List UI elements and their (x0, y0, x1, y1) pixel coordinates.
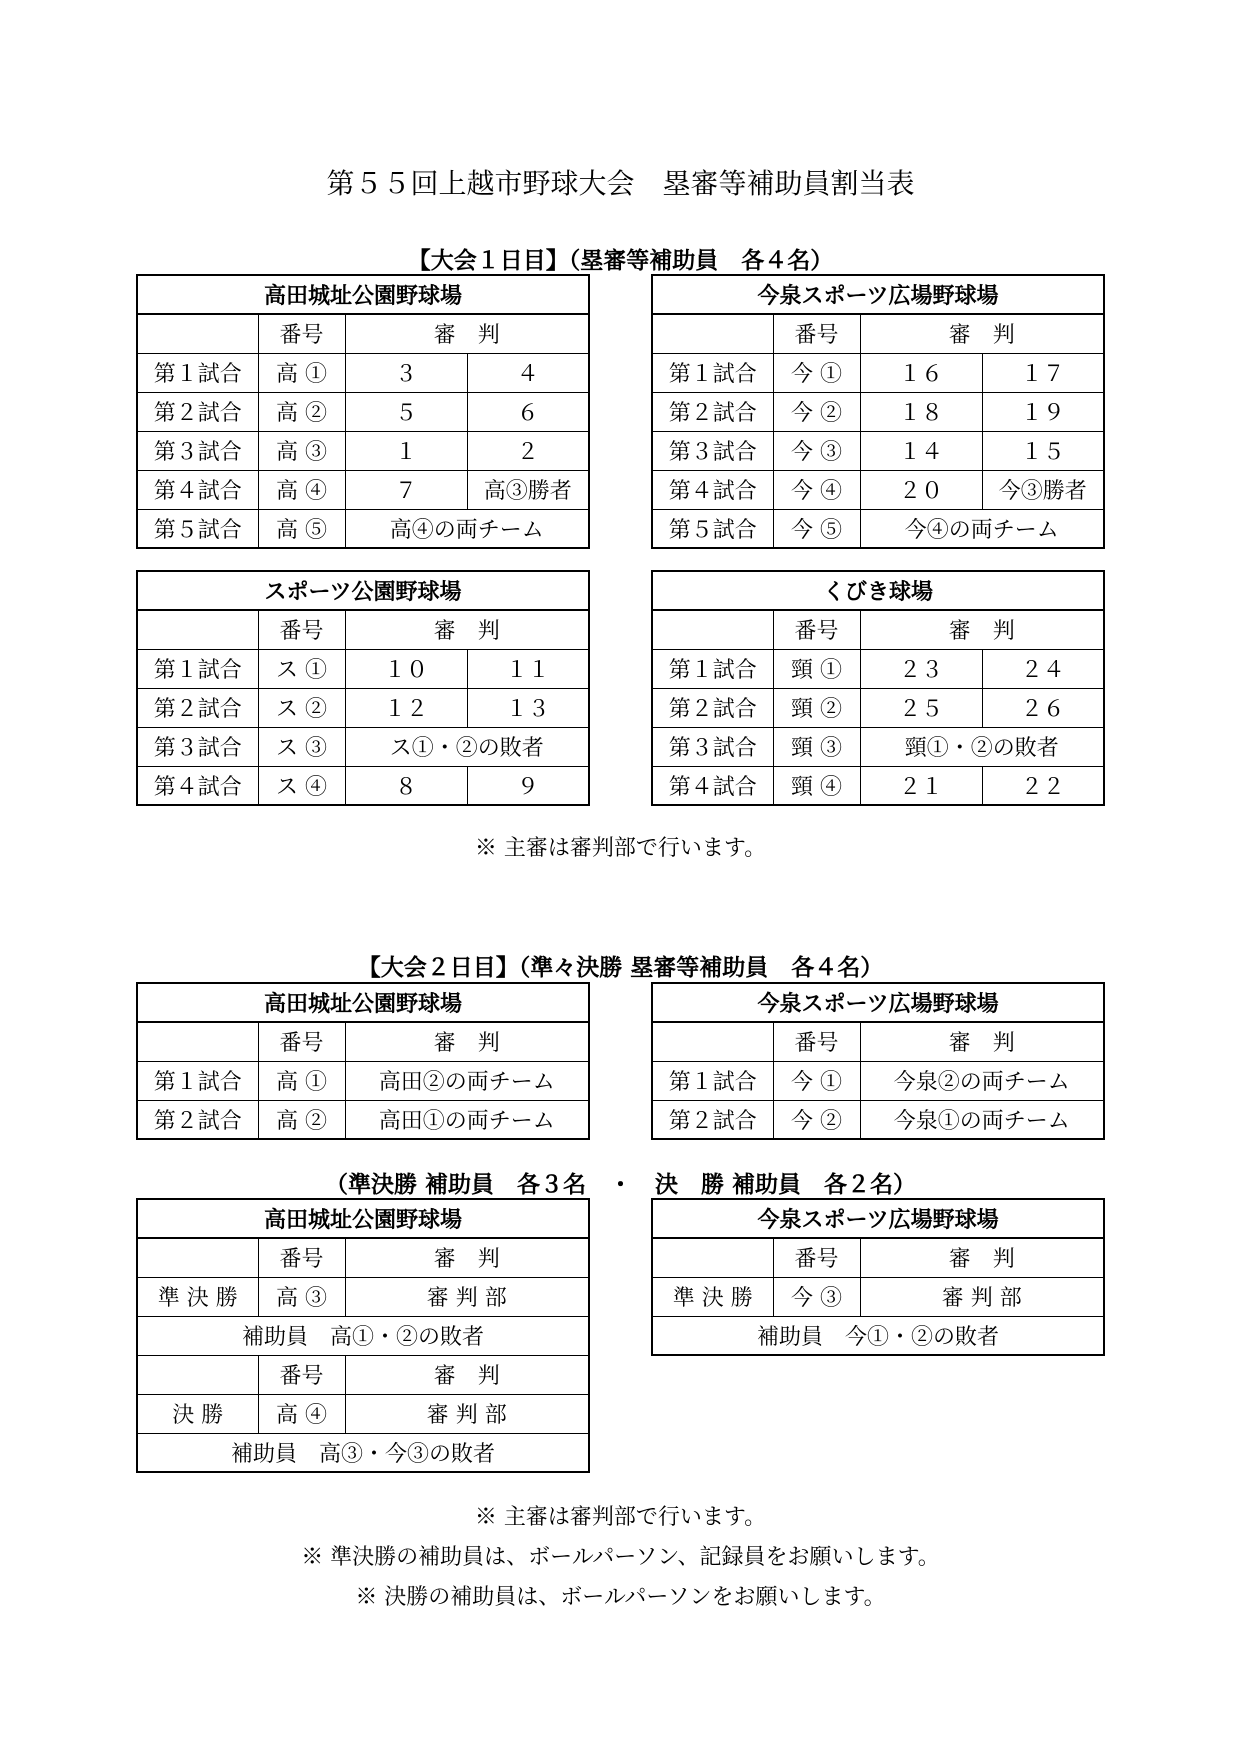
game-number: 高 ② (258, 1100, 345, 1139)
umpire-1: １４ (860, 431, 982, 470)
umpire-1: １２ (345, 688, 467, 727)
game-number: 高 ③ (258, 431, 345, 470)
day2-heading: 【大会２日目】（準々決勝 塁審等補助員 各４名） (357, 954, 884, 981)
game-number: 頸 ③ (773, 727, 860, 766)
venue-title: 高田城址公園野球場 (137, 1199, 589, 1238)
umpire-2: １９ (982, 392, 1104, 431)
day2-table-imaizumi (651, 982, 1105, 1140)
game-number: 頸 ④ (773, 766, 860, 805)
header-number: 番号 (773, 610, 860, 649)
day1-heading: 【大会１日目】（塁審等補助員 各４名） (407, 247, 834, 274)
header-number: 番号 (258, 1238, 345, 1277)
header-blank (652, 1022, 773, 1061)
game-number: 高 ② (258, 392, 345, 431)
umpire-1: ２１ (860, 766, 982, 805)
venue-title: 今泉スポーツ広場野球場 (652, 275, 1104, 314)
game-number: 高 ① (258, 1061, 345, 1100)
umpire-1: ７ (345, 470, 467, 509)
umpire-1: １８ (860, 392, 982, 431)
header-umpire: 審 判 (345, 1238, 589, 1277)
game-number: ス ② (258, 688, 345, 727)
game-number: 今 ① (773, 1061, 860, 1100)
umpire-span: 高田②の両チーム (345, 1061, 589, 1100)
umpire-2: ２２ (982, 766, 1104, 805)
game-number: 高 ④ (258, 470, 345, 509)
header-umpire: 審 判 (860, 1022, 1104, 1061)
game-number: 今 ③ (773, 431, 860, 470)
header-number: 番号 (773, 1238, 860, 1277)
umpire-1: ２０ (860, 470, 982, 509)
game-number: 高 ① (258, 353, 345, 392)
umpire-span: 高④の両チーム (345, 509, 589, 548)
game-number: 今 ② (773, 1100, 860, 1139)
umpire-span: 審 判 部 (345, 1277, 589, 1316)
header-blank (137, 314, 258, 353)
game-label: 第４試合 (652, 766, 773, 805)
header-blank (137, 1022, 258, 1061)
header-number: 番号 (773, 314, 860, 353)
game-label: 第１試合 (652, 1061, 773, 1100)
header-blank (652, 610, 773, 649)
umpire-1: ２５ (860, 688, 982, 727)
umpire-2: ６ (467, 392, 589, 431)
day2-note-1: ※ 主審は審判部で行います。 (474, 1505, 767, 1530)
semifinal-helper: 補助員 今①・②の敗者 (652, 1316, 1104, 1355)
venue-title: 高田城址公園野球場 (137, 983, 589, 1022)
game-label: 第４試合 (137, 766, 258, 805)
header-number: 番号 (258, 1355, 345, 1394)
game-label: 第５試合 (652, 509, 773, 548)
header-umpire: 審 判 (345, 314, 589, 353)
game-label: 第３試合 (652, 431, 773, 470)
umpire-2: ４ (467, 353, 589, 392)
venue-title: 今泉スポーツ広場野球場 (652, 983, 1104, 1022)
venue-title: スポーツ公園野球場 (137, 571, 589, 610)
umpire-1: １０ (345, 649, 467, 688)
day2-note-3: ※ 決勝の補助員は、ボールパーソンをお願いします。 (355, 1585, 886, 1610)
umpire-span: 審 判 部 (860, 1277, 1104, 1316)
final-label: 決 勝 (137, 1394, 258, 1433)
semifinal-helper: 補助員 高①・②の敗者 (137, 1316, 589, 1355)
umpire-1: ５ (345, 392, 467, 431)
umpire-2: ２６ (982, 688, 1104, 727)
game-number: 高 ④ (258, 1394, 345, 1433)
semifinal-table-imaizumi (651, 1198, 1105, 1356)
header-blank (652, 314, 773, 353)
umpire-1: １６ (860, 353, 982, 392)
header-umpire: 審 判 (860, 610, 1104, 649)
umpire-span: ス①・②の敗者 (345, 727, 589, 766)
game-label: 第４試合 (652, 470, 773, 509)
umpire-span: 今④の両チーム (860, 509, 1104, 548)
umpire-span: 今泉②の両チーム (860, 1061, 1104, 1100)
game-label: 第２試合 (137, 688, 258, 727)
game-label: 第１試合 (137, 649, 258, 688)
umpire-2: １３ (467, 688, 589, 727)
game-number: 高 ③ (258, 1277, 345, 1316)
umpire-1: １ (345, 431, 467, 470)
game-label: 第１試合 (652, 649, 773, 688)
game-number: 今 ③ (773, 1277, 860, 1316)
header-blank (137, 1238, 258, 1277)
game-label: 第２試合 (652, 688, 773, 727)
game-number: 頸 ① (773, 649, 860, 688)
umpire-2: １５ (982, 431, 1104, 470)
game-number: 今 ④ (773, 470, 860, 509)
day1-table-imaizumi (651, 274, 1105, 549)
day1-note: ※ 主審は審判部で行います。 (474, 836, 767, 861)
game-label: 第１試合 (652, 353, 773, 392)
umpire-2: 高③勝者 (467, 470, 589, 509)
semifinal-label: 準 決 勝 (137, 1277, 258, 1316)
final-helper: 補助員 高③・今③の敗者 (137, 1433, 589, 1472)
game-label: 第２試合 (137, 392, 258, 431)
header-umpire: 審 判 (860, 314, 1104, 353)
game-number: ス ③ (258, 727, 345, 766)
day2-table-takada (136, 982, 590, 1140)
game-label: 第４試合 (137, 470, 258, 509)
day1-table-sports-park (136, 570, 590, 806)
umpire-2: ２ (467, 431, 589, 470)
umpire-span: 今泉①の両チーム (860, 1100, 1104, 1139)
game-label: 第２試合 (652, 1100, 773, 1139)
day1-table-takada (136, 274, 590, 549)
umpire-span: 高田①の両チーム (345, 1100, 589, 1139)
game-label: 第５試合 (137, 509, 258, 548)
umpire-1: ３ (345, 353, 467, 392)
game-label: 第３試合 (652, 727, 773, 766)
umpire-span: 頸①・②の敗者 (860, 727, 1104, 766)
umpire-2: １７ (982, 353, 1104, 392)
header-blank (137, 610, 258, 649)
umpire-2: ９ (467, 766, 589, 805)
header-number: 番号 (773, 1022, 860, 1061)
game-number: 今 ② (773, 392, 860, 431)
umpire-1: ２３ (860, 649, 982, 688)
semifinal-label: 準 決 勝 (652, 1277, 773, 1316)
venue-title: 高田城址公園野球場 (137, 275, 589, 314)
game-label: 第２試合 (652, 392, 773, 431)
day2-note-2: ※ 準決勝の補助員は、ボールパーソン、記録員をお願いします。 (301, 1545, 940, 1570)
day1-table-kubiki (651, 570, 1105, 806)
venue-title: くびき球場 (652, 571, 1104, 610)
umpire-2: 今③勝者 (982, 470, 1104, 509)
page-title: 第５５回上越市野球大会 塁審等補助員割当表 (326, 167, 915, 200)
game-number: 高 ⑤ (258, 509, 345, 548)
umpire-2: １１ (467, 649, 589, 688)
umpire-2: ２４ (982, 649, 1104, 688)
semifinal-heading: （準決勝 補助員 各３名 ・ 決 勝 補助員 各２名） (324, 1171, 916, 1198)
game-number: ス ① (258, 649, 345, 688)
header-blank (652, 1238, 773, 1277)
game-number: ス ④ (258, 766, 345, 805)
game-number: 今 ① (773, 353, 860, 392)
game-label: 第２試合 (137, 1100, 258, 1139)
header-blank (137, 1355, 258, 1394)
header-umpire: 審 判 (345, 610, 589, 649)
venue-title: 今泉スポーツ広場野球場 (652, 1199, 1104, 1238)
game-number: 今 ⑤ (773, 509, 860, 548)
game-label: 第３試合 (137, 727, 258, 766)
header-number: 番号 (258, 314, 345, 353)
header-number: 番号 (258, 610, 345, 649)
umpire-span: 審 判 部 (345, 1394, 589, 1433)
game-label: 第３試合 (137, 431, 258, 470)
game-number: 頸 ② (773, 688, 860, 727)
umpire-1: ８ (345, 766, 467, 805)
header-umpire: 審 判 (860, 1238, 1104, 1277)
semifinal-table-takada (136, 1198, 590, 1473)
game-label: 第１試合 (137, 353, 258, 392)
header-number: 番号 (258, 1022, 345, 1061)
game-label: 第１試合 (137, 1061, 258, 1100)
header-umpire: 審 判 (345, 1355, 589, 1394)
header-umpire: 審 判 (345, 1022, 589, 1061)
